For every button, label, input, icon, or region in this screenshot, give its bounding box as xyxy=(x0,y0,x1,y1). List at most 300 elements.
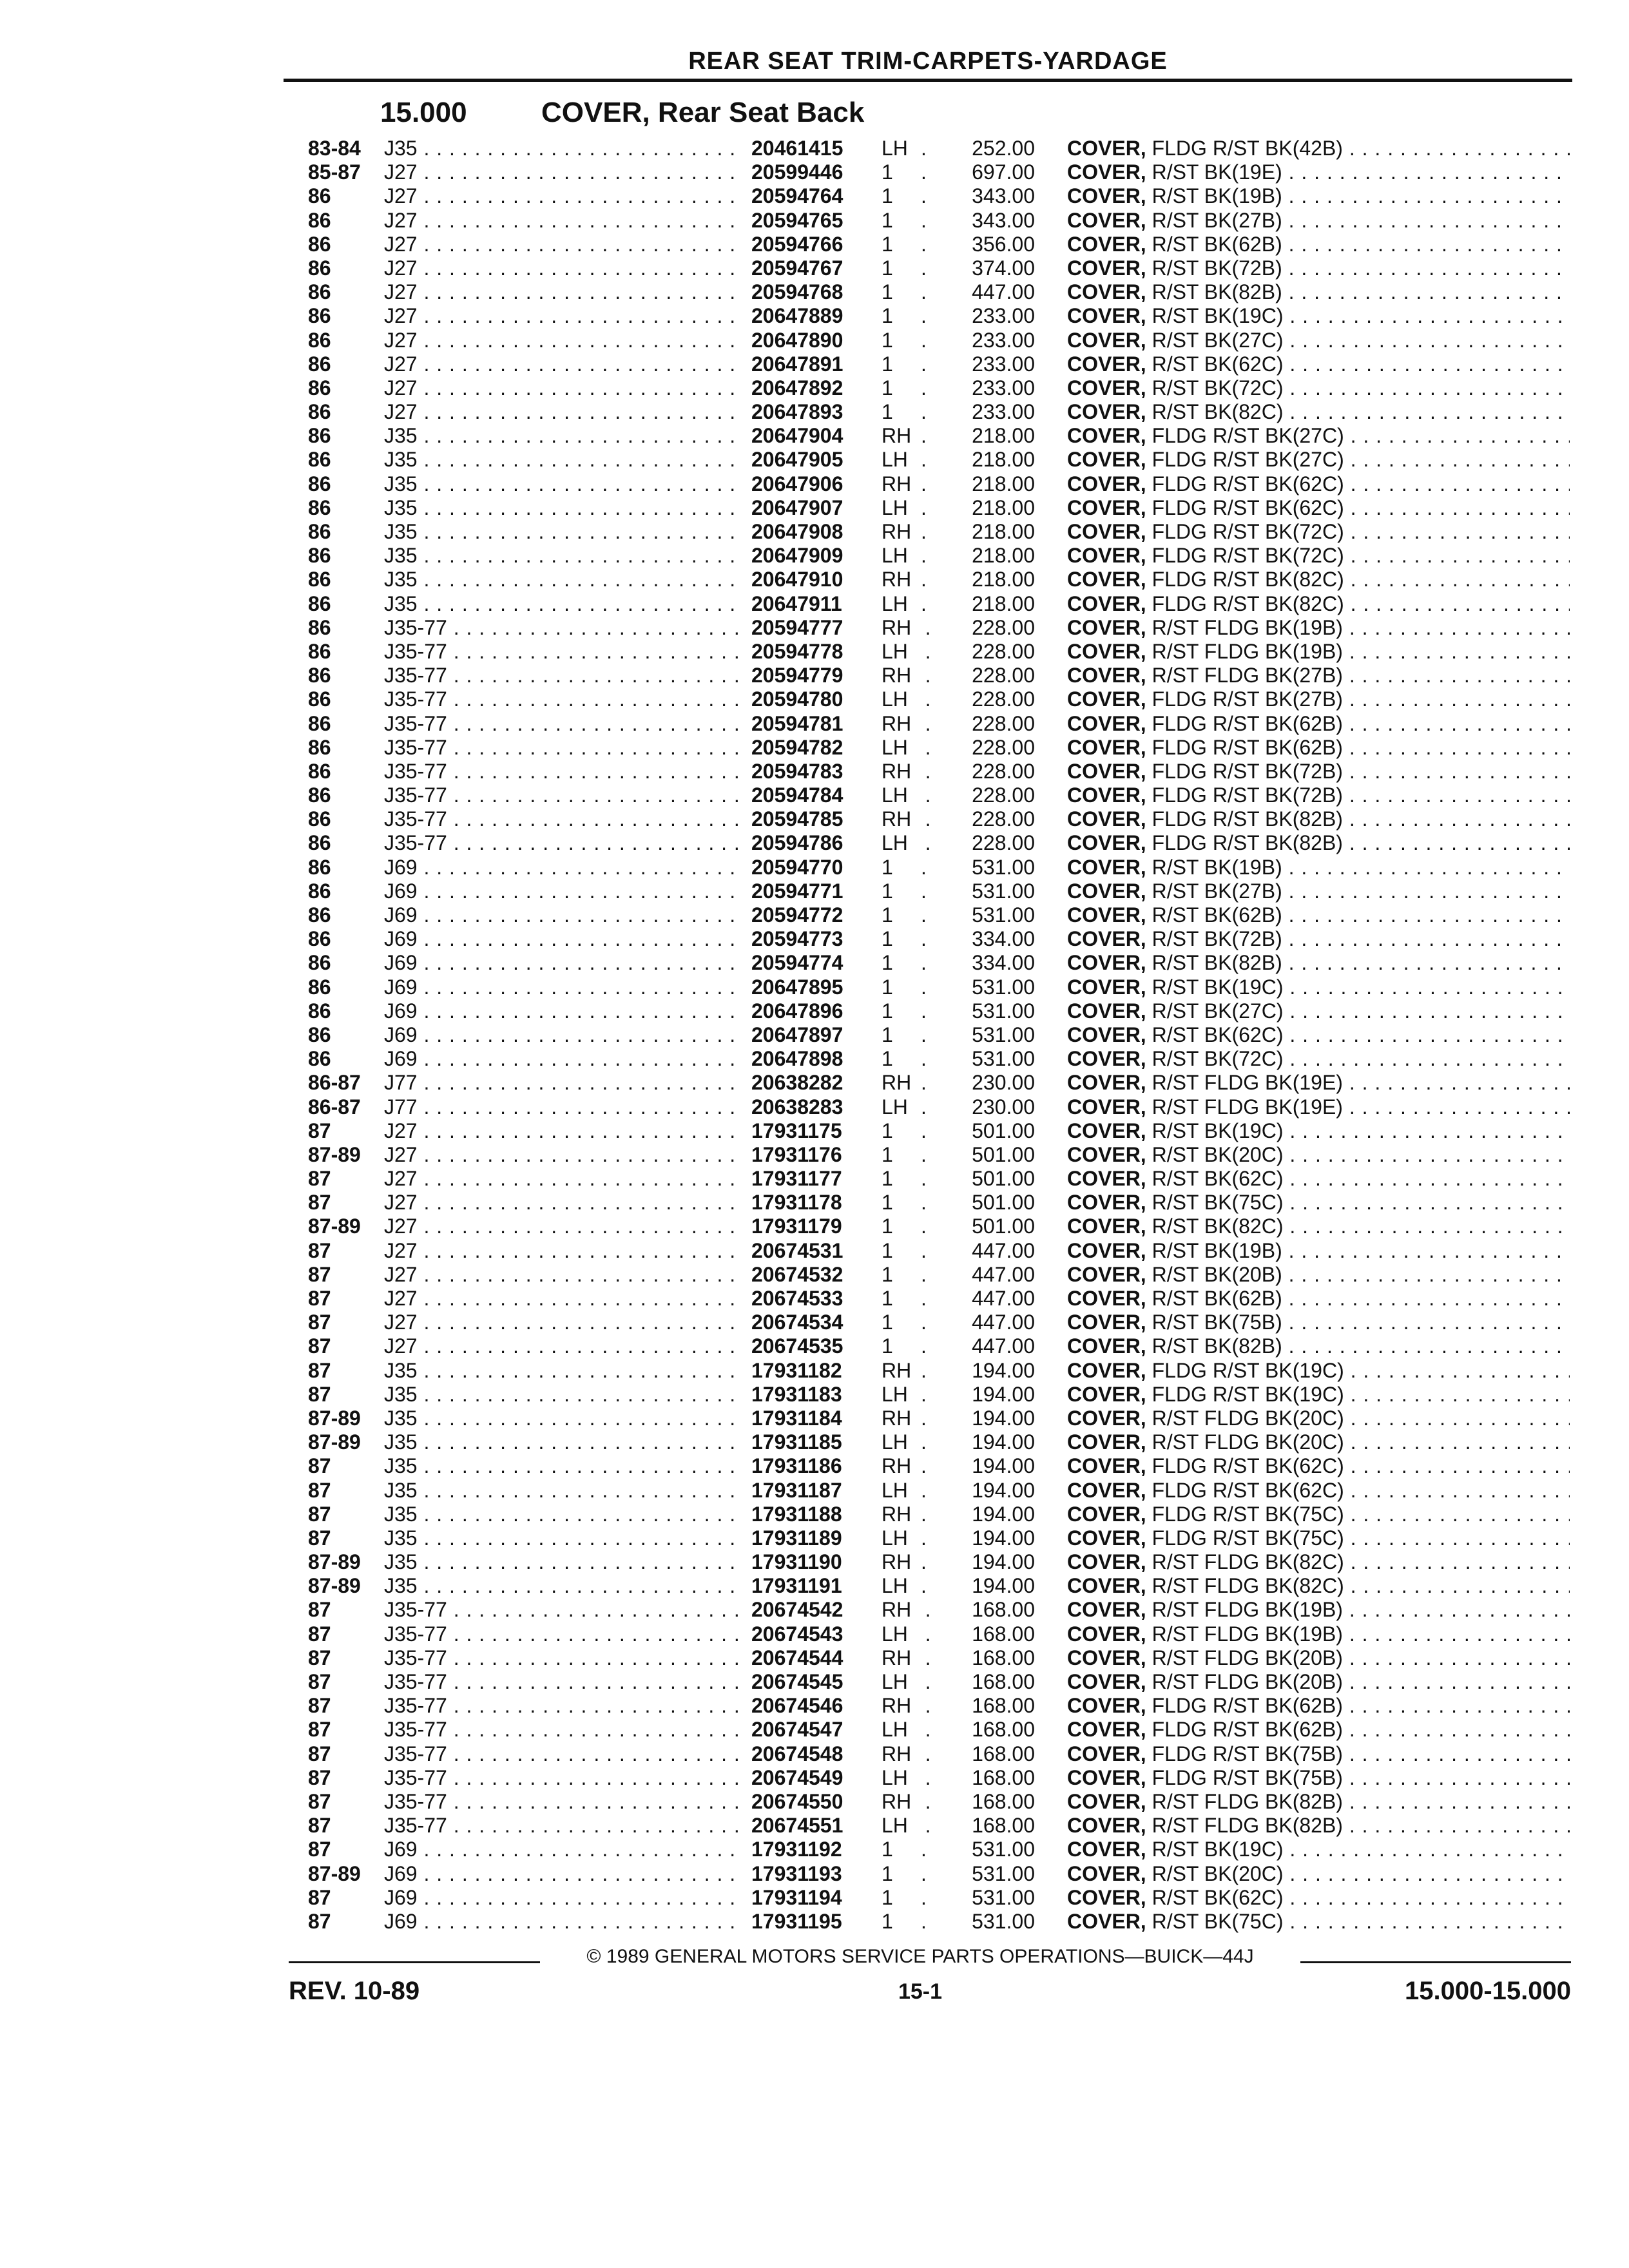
table-row xyxy=(308,1479,1571,1503)
price-cell: 233.00 xyxy=(932,304,1035,328)
year-cell: 85-87 xyxy=(308,160,361,184)
price-cell: 228.00 xyxy=(932,640,1035,664)
description-cell xyxy=(1067,927,1570,951)
description-cell xyxy=(1067,424,1570,448)
part-number-cell: 20647907 xyxy=(744,496,880,520)
year-cell: 87 xyxy=(308,1789,331,1813)
year-cell: 87 xyxy=(308,1478,331,1502)
price-cell: 218.00 xyxy=(932,496,1035,520)
section-number: 15.000 xyxy=(380,97,467,128)
part-number-cell: 17931195 xyxy=(744,1910,880,1934)
description-keyword: COVER, xyxy=(1067,1478,1146,1502)
description-keyword: COVER, xyxy=(1067,256,1146,280)
model-cell: J27 . . . xyxy=(384,304,1035,328)
description-text: FLDG R/ST BK(72C) xyxy=(1152,544,1344,568)
description-keyword: COVER, xyxy=(1067,184,1146,208)
part-number-cell: 20674550 xyxy=(744,1790,880,1814)
description-cell xyxy=(1067,903,1570,927)
description-text: R/ST FLDG BK(19B) xyxy=(1152,1598,1343,1622)
part-number-cell: 17931175 xyxy=(744,1119,880,1143)
price-cell: 194.00 xyxy=(932,1430,1035,1454)
year-cell: 86 xyxy=(308,591,331,615)
description-cell xyxy=(1067,329,1570,352)
table-row xyxy=(308,280,1571,304)
description-cell xyxy=(1067,1239,1570,1263)
price-cell: 501.00 xyxy=(932,1191,1035,1215)
description-text: FLDG R/ST BK(75B) xyxy=(1152,1765,1343,1789)
page-title: REAR SEAT TRIM-CARPETS-YARDAGE xyxy=(688,48,1168,75)
year-cell: 87 xyxy=(308,1167,331,1191)
price-cell: 233.00 xyxy=(932,376,1035,400)
table-row xyxy=(308,448,1571,472)
table-row xyxy=(308,1550,1571,1574)
description-text: R/ST BK(27B) xyxy=(1152,879,1282,903)
model-cell: J27 . . . xyxy=(384,184,1035,208)
year-cell: 86 xyxy=(308,448,331,472)
model-cell: J27 . . . xyxy=(384,352,1035,376)
year-cell: 86 xyxy=(308,424,331,448)
description-cell xyxy=(1067,1670,1570,1694)
description-text: FLDG R/ST BK(27C) xyxy=(1152,448,1344,472)
description-keyword: COVER, xyxy=(1067,1622,1146,1646)
description-keyword: COVER, xyxy=(1067,1909,1146,1933)
part-number-cell: 20647897 xyxy=(744,1023,880,1047)
page-footer xyxy=(289,1946,1571,2023)
price-cell: 218.00 xyxy=(932,592,1035,616)
part-number-cell: 20674551 xyxy=(744,1814,880,1838)
year-cell: 87-89 xyxy=(308,1406,361,1430)
description-cell xyxy=(1067,640,1570,664)
year-cell: 86 xyxy=(308,376,331,399)
description-keyword: COVER, xyxy=(1067,999,1146,1023)
quantity-cell: LH xyxy=(882,783,920,807)
description-keyword: COVER, xyxy=(1067,951,1146,975)
description-text: FLDG R/ST BK(19C) xyxy=(1152,1382,1344,1406)
description-cell xyxy=(1067,856,1570,879)
description-cell xyxy=(1067,1095,1570,1119)
part-number-cell: 17931176 xyxy=(744,1143,880,1167)
table-row xyxy=(308,1430,1571,1454)
year-cell: 86 xyxy=(308,687,331,711)
year-cell: 87-89 xyxy=(308,1430,361,1454)
table-row xyxy=(308,160,1571,184)
description-cell xyxy=(1067,568,1570,591)
model-cell: J35-77 . . . xyxy=(384,1718,1035,1742)
description-cell xyxy=(1067,687,1570,711)
description-text: FLDG R/ST BK(62B) xyxy=(1152,711,1343,735)
description-cell xyxy=(1067,712,1570,736)
description-cell xyxy=(1067,1526,1570,1550)
price-cell: 218.00 xyxy=(932,424,1035,448)
description-text: R/ST BK(27C) xyxy=(1152,328,1284,352)
description-text: R/ST FLDG BK(20B) xyxy=(1152,1670,1343,1693)
description-keyword: COVER, xyxy=(1067,1287,1146,1310)
model-cell: J27 . . . xyxy=(384,1167,1035,1191)
model-cell: J35 . . . xyxy=(384,448,1035,472)
table-row xyxy=(308,951,1571,975)
year-cell: 86 xyxy=(308,280,331,304)
part-number-cell: 17931192 xyxy=(744,1838,880,1861)
description-cell xyxy=(1067,209,1570,233)
price-cell: 194.00 xyxy=(932,1454,1035,1478)
description-cell xyxy=(1067,1167,1570,1191)
table-row xyxy=(308,1047,1571,1071)
price-cell: 194.00 xyxy=(932,1574,1035,1598)
year-cell: 87 xyxy=(308,1646,331,1669)
model-cell: J35-77 . . . xyxy=(384,760,1035,783)
quantity-cell: RH xyxy=(882,1598,920,1622)
description-cell xyxy=(1067,1334,1570,1358)
model-cell: J35 . . . xyxy=(384,568,1035,591)
description-keyword: COVER, xyxy=(1067,448,1146,472)
quantity-cell: LH xyxy=(882,640,920,664)
year-cell: 87 xyxy=(308,1287,331,1310)
year-cell: 86 xyxy=(308,256,331,280)
description-cell xyxy=(1067,1454,1570,1478)
table-row xyxy=(308,927,1571,951)
description-keyword: COVER, xyxy=(1067,1742,1146,1765)
year-cell: 86 xyxy=(308,903,331,927)
year-cell: 87-89 xyxy=(308,1215,361,1238)
part-number-cell: 20647905 xyxy=(744,448,880,472)
year-cell: 86 xyxy=(308,975,331,999)
year-cell: 86 xyxy=(308,400,331,424)
year-cell: 87 xyxy=(308,1765,331,1789)
price-cell: 447.00 xyxy=(932,1239,1035,1263)
quantity-cell: LH xyxy=(882,1766,920,1790)
year-cell: 86 xyxy=(308,807,331,831)
description-keyword: COVER, xyxy=(1067,1765,1146,1789)
description-text: R/ST FLDG BK(19B) xyxy=(1152,615,1343,639)
model-cell: J27 . . . xyxy=(384,400,1035,424)
quantity-cell: 1 xyxy=(882,1167,920,1191)
description-text: R/ST BK(75B) xyxy=(1152,1311,1282,1334)
quantity-cell: RH xyxy=(882,1694,920,1718)
quantity-cell: LH xyxy=(882,1814,920,1838)
description-keyword: COVER, xyxy=(1067,1095,1146,1119)
table-row xyxy=(308,1742,1571,1766)
quantity-cell: RH xyxy=(882,1407,920,1430)
quantity-cell: 1 xyxy=(882,400,920,424)
description-text: R/ST FLDG BK(19B) xyxy=(1152,1622,1343,1646)
description-keyword: COVER, xyxy=(1067,544,1146,568)
price-cell: 194.00 xyxy=(932,1503,1035,1526)
model-cell: J35-77 . . . xyxy=(384,1814,1035,1838)
model-cell: J35 . . . xyxy=(384,137,1035,160)
price-cell: 168.00 xyxy=(932,1790,1035,1814)
table-row xyxy=(308,640,1571,664)
year-cell: 86 xyxy=(308,615,331,639)
description-keyword: COVER, xyxy=(1067,328,1146,352)
description-text: FLDG R/ST BK(62C) xyxy=(1152,1478,1344,1502)
description-text: FLDG R/ST BK(82B) xyxy=(1152,831,1343,855)
table-row xyxy=(308,903,1571,927)
description-text: R/ST BK(75C) xyxy=(1152,1191,1284,1215)
year-cell: 87 xyxy=(308,1694,331,1718)
description-cell xyxy=(1067,1646,1570,1670)
description-cell xyxy=(1067,352,1570,376)
description-cell xyxy=(1067,592,1570,616)
description-keyword: COVER, xyxy=(1067,208,1146,232)
part-number-cell: 17931191 xyxy=(744,1574,880,1598)
quantity-cell: 1 xyxy=(882,1023,920,1047)
price-cell: 531.00 xyxy=(932,975,1035,999)
table-row xyxy=(308,1718,1571,1742)
price-cell: 447.00 xyxy=(932,1311,1035,1334)
part-number-cell: 20647911 xyxy=(744,592,880,616)
year-cell: 87 xyxy=(308,1311,331,1334)
description-keyword: COVER, xyxy=(1067,591,1146,615)
year-cell: 86 xyxy=(308,951,331,975)
description-cell xyxy=(1067,736,1570,760)
description-text: R/ST BK(62C) xyxy=(1152,1167,1284,1191)
description-keyword: COVER, xyxy=(1067,1526,1146,1550)
price-cell: 228.00 xyxy=(932,760,1035,783)
quantity-cell: 1 xyxy=(882,1047,920,1071)
year-cell: 86 xyxy=(308,927,331,951)
quantity-cell: LH xyxy=(882,1095,920,1119)
description-text: R/ST FLDG BK(19B) xyxy=(1152,639,1343,663)
description-text: R/ST BK(62C) xyxy=(1152,352,1284,376)
description-text: R/ST BK(62B) xyxy=(1152,232,1282,256)
price-cell: 334.00 xyxy=(932,927,1035,951)
table-row xyxy=(308,664,1571,687)
part-number-cell: 20647896 xyxy=(744,999,880,1023)
table-row xyxy=(308,1670,1571,1694)
part-number-cell: 20638282 xyxy=(744,1071,880,1095)
price-cell: 194.00 xyxy=(932,1359,1035,1383)
part-number-cell: 20594779 xyxy=(744,664,880,687)
model-cell: J69 . . . xyxy=(384,903,1035,927)
description-keyword: COVER, xyxy=(1067,1550,1146,1574)
description-text: R/ST BK(82C) xyxy=(1152,400,1284,424)
description-text: R/ST BK(19C) xyxy=(1152,1838,1284,1861)
year-cell: 87-89 xyxy=(308,1861,361,1885)
model-cell: J35-77 . . . xyxy=(384,664,1035,687)
table-row xyxy=(308,1503,1571,1526)
model-cell: J27 . . . xyxy=(384,1191,1035,1215)
model-cell: J35 . . . xyxy=(384,1407,1035,1430)
quantity-cell: RH xyxy=(882,472,920,496)
table-row xyxy=(308,209,1571,233)
model-cell: J35-77 . . . xyxy=(384,831,1035,855)
table-row xyxy=(308,1263,1571,1287)
description-keyword: COVER, xyxy=(1067,1167,1146,1191)
part-number-cell: 17931194 xyxy=(744,1886,880,1910)
price-cell: 343.00 xyxy=(932,209,1035,233)
description-keyword: COVER, xyxy=(1067,495,1146,519)
description-text: FLDG R/ST BK(27B) xyxy=(1152,687,1343,711)
year-cell: 87 xyxy=(308,1909,331,1933)
description-text: R/ST BK(82B) xyxy=(1152,1334,1282,1358)
part-number-cell: 20594786 xyxy=(744,831,880,855)
year-cell: 86 xyxy=(308,783,331,807)
year-cell: 86 xyxy=(308,759,331,783)
description-keyword: COVER, xyxy=(1067,1574,1146,1598)
table-row xyxy=(308,1191,1571,1215)
table-row xyxy=(308,1383,1571,1407)
description-text: FLDG R/ST BK(75C) xyxy=(1152,1502,1344,1526)
model-cell: J35-77 . . . xyxy=(384,807,1035,831)
year-cell: 87 xyxy=(308,1885,331,1909)
description-keyword: COVER, xyxy=(1067,759,1146,783)
description-keyword: COVER, xyxy=(1067,1262,1146,1286)
part-number-cell: 20647895 xyxy=(744,975,880,999)
description-cell xyxy=(1067,1430,1570,1454)
part-number-cell: 20674545 xyxy=(744,1670,880,1694)
description-text: R/ST BK(19B) xyxy=(1152,1238,1282,1262)
quantity-cell: 1 xyxy=(882,256,920,280)
model-cell: J35 . . . xyxy=(384,1454,1035,1478)
description-text: R/ST BK(20C) xyxy=(1152,1142,1284,1166)
model-cell: J69 . . . xyxy=(384,999,1035,1023)
description-keyword: COVER, xyxy=(1067,1789,1146,1813)
quantity-cell: RH xyxy=(882,520,920,544)
part-number-cell: 20594785 xyxy=(744,807,880,831)
quantity-cell: 1 xyxy=(882,1143,920,1167)
part-number-cell: 20674535 xyxy=(744,1334,880,1358)
table-row xyxy=(308,1622,1571,1646)
description-keyword: COVER, xyxy=(1067,735,1146,759)
price-cell: 501.00 xyxy=(932,1167,1035,1191)
description-keyword: COVER, xyxy=(1067,831,1146,855)
year-cell: 86 xyxy=(308,639,331,663)
description-keyword: COVER, xyxy=(1067,1861,1146,1885)
price-cell: 218.00 xyxy=(932,544,1035,568)
model-cell: J27 . . . xyxy=(384,1239,1035,1263)
quantity-cell: 1 xyxy=(882,999,920,1023)
part-number-cell: 20594774 xyxy=(744,951,880,975)
quantity-cell: 1 xyxy=(882,1263,920,1287)
description-text: FLDG R/ST BK(62B) xyxy=(1152,1718,1343,1742)
table-row xyxy=(308,256,1571,280)
quantity-cell: LH xyxy=(882,1479,920,1503)
year-cell: 86 xyxy=(308,879,331,903)
description-keyword: COVER, xyxy=(1067,376,1146,399)
model-cell: J35-77 . . . xyxy=(384,736,1035,760)
description-keyword: COVER, xyxy=(1067,1023,1146,1046)
table-row xyxy=(308,1862,1571,1886)
part-number-cell: 20674543 xyxy=(744,1622,880,1646)
price-cell: 531.00 xyxy=(932,856,1035,879)
model-cell: J35-77 . . . xyxy=(384,1694,1035,1718)
description-text: FLDG R/ST BK(42B) xyxy=(1152,137,1343,160)
page-number: 15-1 xyxy=(898,1979,943,2004)
table-row xyxy=(308,1287,1571,1311)
model-cell: J35-77 . . . xyxy=(384,640,1035,664)
price-cell: 356.00 xyxy=(932,233,1035,256)
price-cell: 168.00 xyxy=(932,1742,1035,1766)
description-keyword: COVER, xyxy=(1067,1718,1146,1742)
description-text: R/ST BK(19C) xyxy=(1152,304,1284,328)
description-keyword: COVER, xyxy=(1067,1311,1146,1334)
model-cell: J35-77 . . . xyxy=(384,1766,1035,1790)
year-cell: 87 xyxy=(308,1334,331,1358)
description-keyword: COVER, xyxy=(1067,1142,1146,1166)
model-cell: J35-77 . . . xyxy=(384,616,1035,640)
description-text: R/ST BK(72B) xyxy=(1152,256,1282,280)
year-cell: 86-87 xyxy=(308,1095,361,1119)
price-cell: 194.00 xyxy=(932,1526,1035,1550)
part-number-cell: 20647909 xyxy=(744,544,880,568)
table-row xyxy=(308,736,1571,760)
price-cell: 218.00 xyxy=(932,472,1035,496)
part-number-cell: 20461415 xyxy=(744,137,880,160)
year-cell: 87 xyxy=(308,1119,331,1142)
price-cell: 218.00 xyxy=(932,568,1035,591)
price-cell: 531.00 xyxy=(932,879,1035,903)
table-row xyxy=(308,999,1571,1023)
price-cell: 168.00 xyxy=(932,1766,1035,1790)
table-row xyxy=(308,1646,1571,1670)
description-cell xyxy=(1067,496,1570,520)
description-cell xyxy=(1067,160,1570,184)
table-row xyxy=(308,975,1571,999)
description-keyword: COVER, xyxy=(1067,304,1146,328)
table-row xyxy=(308,1814,1571,1838)
quantity-cell: RH xyxy=(882,568,920,591)
table-row xyxy=(308,304,1571,328)
description-keyword: COVER, xyxy=(1067,1358,1146,1382)
part-number-cell: 20594773 xyxy=(744,927,880,951)
table-row xyxy=(308,783,1571,807)
year-cell: 87 xyxy=(308,1622,331,1646)
description-cell xyxy=(1067,1071,1570,1095)
description-cell xyxy=(1067,233,1570,256)
model-cell: J27 . . . xyxy=(384,1143,1035,1167)
year-cell: 86 xyxy=(308,184,331,208)
table-row xyxy=(308,1766,1571,1790)
price-cell: 228.00 xyxy=(932,783,1035,807)
year-cell: 86 xyxy=(308,544,331,568)
description-text: FLDG R/ST BK(82C) xyxy=(1152,568,1344,591)
description-cell xyxy=(1067,304,1570,328)
price-cell: 168.00 xyxy=(932,1814,1035,1838)
description-cell xyxy=(1067,376,1570,400)
part-number-cell: 20594782 xyxy=(744,736,880,760)
quantity-cell: RH xyxy=(882,712,920,736)
footer-rule-right xyxy=(1300,1961,1571,1963)
description-keyword: COVER, xyxy=(1067,1502,1146,1526)
table-row xyxy=(308,496,1571,520)
model-cell: J27 . . . xyxy=(384,1334,1035,1358)
quantity-cell: 1 xyxy=(882,280,920,304)
description-text: FLDG R/ST BK(72B) xyxy=(1152,759,1343,783)
part-number-cell: 20647892 xyxy=(744,376,880,400)
table-row xyxy=(308,1359,1571,1383)
description-text: R/ST BK(62C) xyxy=(1152,1023,1284,1046)
quantity-cell: RH xyxy=(882,807,920,831)
part-number-cell: 20674546 xyxy=(744,1694,880,1718)
quantity-cell: 1 xyxy=(882,1119,920,1143)
description-keyword: COVER, xyxy=(1067,1119,1146,1142)
table-row xyxy=(308,856,1571,879)
description-cell xyxy=(1067,1910,1570,1934)
quantity-cell: LH xyxy=(882,831,920,855)
model-cell: J69 . . . xyxy=(384,1023,1035,1047)
model-cell: J69 . . . xyxy=(384,951,1035,975)
description-cell xyxy=(1067,1119,1570,1143)
description-text: FLDG R/ST BK(72B) xyxy=(1152,783,1343,807)
quantity-cell: 1 xyxy=(882,975,920,999)
description-text: R/ST BK(62B) xyxy=(1152,1287,1282,1310)
description-cell xyxy=(1067,1838,1570,1861)
part-number-cell: 20594777 xyxy=(744,616,880,640)
quantity-cell: RH xyxy=(882,1550,920,1574)
quantity-cell: LH xyxy=(882,1383,920,1407)
price-cell: 697.00 xyxy=(932,160,1035,184)
model-cell: J27 . . . xyxy=(384,1311,1035,1334)
